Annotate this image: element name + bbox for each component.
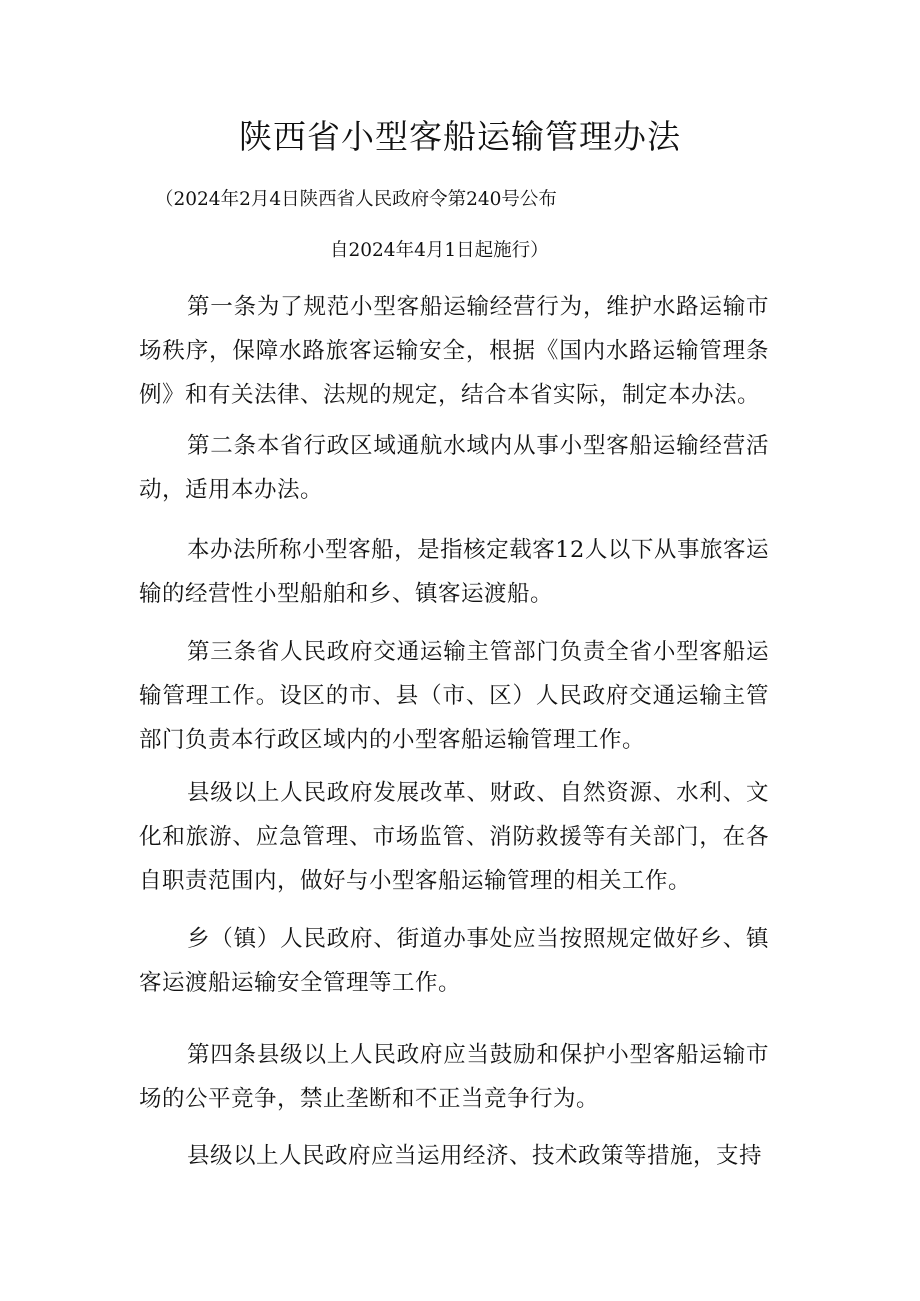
publication-note-line-1: （2024年2月4日陕西省人民政府令第240号公布 [155,189,557,210]
article-3-townships-paragraph: 乡（镇）人民政府、街道办事处应当按照规定做好乡、镇客运渡船运输安全管理等工作。 [139,926,769,996]
article-4-paragraph: 第四条县级以上人民政府应当鼓励和保护小型客船运输市场的公平竞争，禁止垄断和不正当竞争行为。 [139,1042,769,1112]
article-2-definition-paragraph: 本办法所称小型客船，是指核定载客12人以下从事旅客运输的经营性小型船舶和乡、镇客运渡船。 [139,537,769,607]
article-1-paragraph: 第一条为了规范小型客船运输经营行为，维护水路运输市场秩序，保障水路旅客运输安全，根据《国内水路运输管理条例》和有关法律、法规的规定，结合本省实际，制定本办法。 [139,294,769,408]
article-3-paragraph: 第三条省人民政府交通运输主管部门负责全省小型客船运输管理工作。设区的市、县（市、区）人民政府交通运输主管部门负责本行政区域内的小型客船运输管理工作。 [139,639,769,753]
article-4-support-paragraph: 县级以上人民政府应当运用经济、技术政策等措施，支持 [187,1143,763,1169]
article-2-paragraph: 第二条本省行政区域通航水域内从事小型客船运输经营活动，适用本办法。 [139,433,769,503]
document-title: 陕西省小型客船运输管理办法 [239,117,681,156]
publication-note-line-2: 自2024年4月1日起施行） [330,240,549,261]
article-3-departments-paragraph: 县级以上人民政府发展改革、财政、自然资源、水利、文化和旅游、应急管理、市场监管、消防救援等有关部门，在各自职责范围内，做好与小型客船运输管理的相关工作。 [139,780,769,894]
